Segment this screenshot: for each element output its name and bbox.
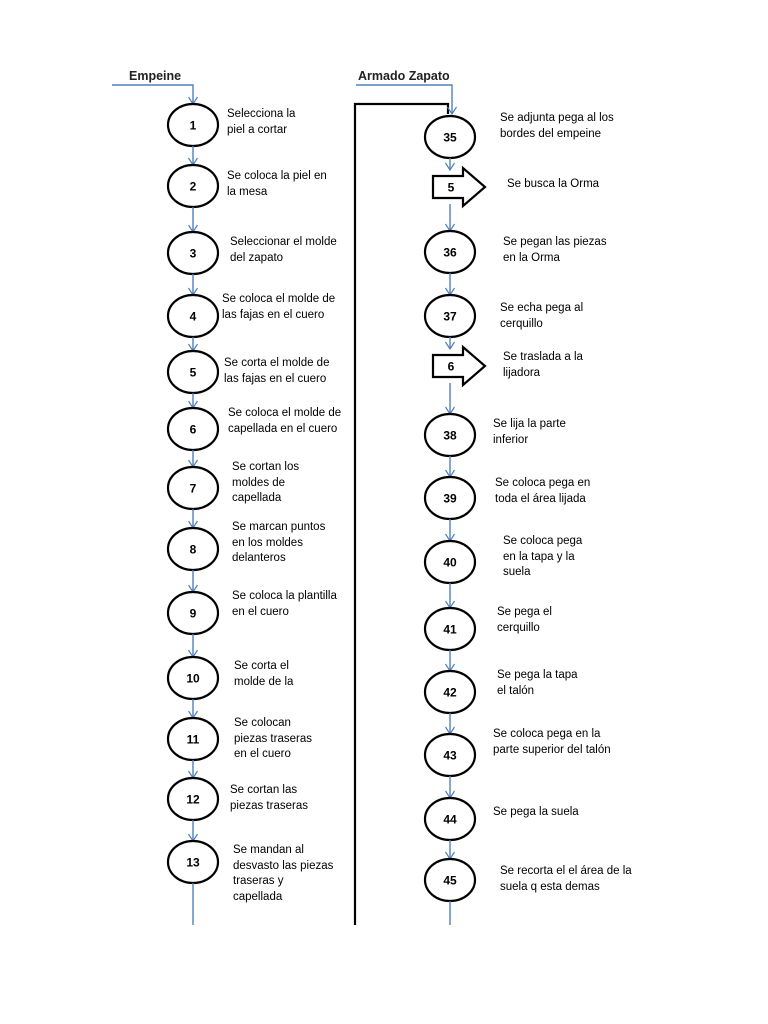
step-label-line: capellada en el cuero [228, 422, 338, 435]
step-label-line: cerquillo [497, 621, 540, 634]
step-number: 9 [189, 606, 197, 621]
step-number: 11 [186, 732, 200, 747]
left-step-label [232, 460, 299, 507]
right-step-label [503, 350, 583, 381]
step-number: 36 [443, 245, 457, 260]
step-label-line: bordes del empeine [500, 127, 602, 140]
right-step-label [495, 476, 590, 507]
step-number: 1 [189, 118, 197, 133]
step-number: 3 [189, 246, 197, 261]
step-label-line: Se adjunta pega al los [500, 112, 614, 124]
step-number: 38 [443, 428, 457, 443]
left-column-title: Empeine [129, 69, 182, 83]
right-step-label [493, 417, 566, 448]
step-label-line: Se pegan las piezas [503, 236, 607, 248]
step-label-line: Se pega el [497, 606, 552, 618]
step-label-line: piezas traseras [230, 799, 308, 812]
step-number: 2 [189, 179, 197, 194]
right-column-title: Armado Zapato [358, 69, 450, 83]
step-number: 43 [443, 748, 457, 763]
right-step-label [503, 534, 582, 581]
step-label-line: Se colocan [234, 717, 291, 729]
left-step-label [232, 589, 337, 620]
right-step-label [507, 177, 599, 193]
step-number: 7 [189, 481, 197, 496]
step-label-line: Selecciona la [227, 108, 296, 120]
step-number: 12 [186, 792, 200, 807]
step-label-line: capellada [233, 890, 283, 903]
step-label-line: Se corta el [234, 660, 289, 672]
step-number: 45 [443, 873, 457, 888]
right-step-label [493, 805, 579, 821]
step-label-line: traseras y [233, 875, 284, 887]
right-step-label [493, 727, 611, 758]
step-label-line: parte superior del talón [493, 743, 611, 756]
step-label-line: las fajas en el cuero [224, 372, 327, 385]
step-label-line: Se coloca pega en [495, 477, 591, 489]
left-step-label [232, 520, 325, 567]
left-step-label [222, 292, 335, 323]
step-label-line: cerquillo [500, 317, 543, 330]
step-label-line: en el cuero [232, 605, 289, 618]
step-number: 42 [443, 685, 457, 700]
step-number: 6 [189, 422, 197, 437]
step-number: 4 [189, 309, 197, 324]
right-step-label [500, 301, 583, 332]
step-label-line: Se coloca pega [503, 535, 583, 547]
step-label-line: suela q esta demas [500, 880, 600, 893]
step-label-line: Se cortan los [232, 461, 300, 473]
step-number: 44 [443, 812, 457, 827]
step-number: 41 [443, 622, 457, 637]
step-label-line: en la tapa y la [503, 550, 575, 563]
step-label-line: suela [503, 566, 531, 578]
transport-arrow-shape [433, 168, 485, 206]
step-number: 8 [189, 542, 197, 557]
step-number: 10 [186, 671, 200, 686]
left-step-label [228, 406, 341, 437]
left-step-label [224, 356, 329, 387]
step-label-line: las fajas en el cuero [222, 308, 325, 321]
step-label-line: Se pega la tapa [497, 669, 578, 681]
left-step-label [233, 843, 333, 905]
left-step-label [227, 169, 327, 200]
step-label-line: en el cuero [234, 748, 291, 760]
step-label-line: moldes de [232, 476, 286, 489]
step-number: 5 [189, 365, 197, 380]
right-step-label [497, 668, 578, 699]
step-label-line: Se coloca el molde de [222, 293, 336, 305]
step-number: 37 [443, 309, 457, 324]
step-label-line: Se coloca el molde de [228, 407, 342, 419]
step-label-line: la mesa [227, 185, 268, 198]
step-label-line: Se recorta el el área de la [500, 865, 632, 877]
left-step-label [230, 783, 308, 814]
step-label-line: en la Orma [503, 251, 560, 264]
step-label-line: Se pega la suela [493, 806, 579, 818]
step-label-line: Se coloca la piel en [227, 170, 327, 182]
step-label-line: Se lija la parte [493, 418, 566, 430]
step-label-line: toda el área lijada [495, 492, 586, 505]
step-label-line: piezas traseras [234, 732, 312, 745]
right-step-label [500, 864, 632, 895]
step-number: 39 [443, 491, 457, 506]
step-label-line: inferior [493, 433, 529, 446]
step-label-line: molde de la [234, 675, 294, 688]
left-step-label [227, 107, 295, 138]
step-label-line: delanteros [232, 552, 286, 564]
step-label-line: Seleccionar el molde [230, 236, 337, 248]
step-label-line: Se busca la Orma [507, 178, 600, 190]
step-number: 6 [447, 359, 455, 374]
right-entry-connector [356, 85, 452, 114]
step-label-line: Se corta el molde de [224, 357, 330, 369]
step-label-line: en los moldes [232, 536, 303, 549]
step-label-line: el talón [497, 684, 535, 697]
step-number: 40 [443, 555, 457, 570]
step-label-line: Se echa pega al [500, 302, 584, 314]
step-label-line: Se cortan las [230, 784, 298, 796]
left-step-label [234, 716, 312, 763]
step-label-line: Se mandan al [233, 844, 304, 856]
step-number: 13 [186, 855, 200, 870]
step-label-line: Se traslada a la [503, 351, 583, 363]
right-step-label [503, 235, 607, 266]
right-step-label [500, 111, 614, 142]
step-number: 35 [443, 130, 457, 145]
step-label-line: Se coloca pega en la [493, 728, 601, 740]
transport-arrow-shape [433, 347, 485, 385]
step-label-line: piel a cortar [227, 123, 288, 136]
left-step-label [230, 235, 337, 266]
left-entry-connector [112, 85, 193, 104]
step-label-line: lijadora [503, 366, 541, 379]
step-label-line: del zapato [230, 251, 284, 264]
right-step-label [497, 605, 552, 636]
step-label-line: Se marcan puntos [232, 521, 326, 533]
step-label-line: capellada [232, 492, 282, 504]
step-label-line: desvasto las piezas [233, 859, 334, 872]
step-number: 5 [447, 180, 455, 195]
step-label-line: Se coloca la plantilla [232, 590, 337, 602]
left-step-label [234, 659, 293, 690]
